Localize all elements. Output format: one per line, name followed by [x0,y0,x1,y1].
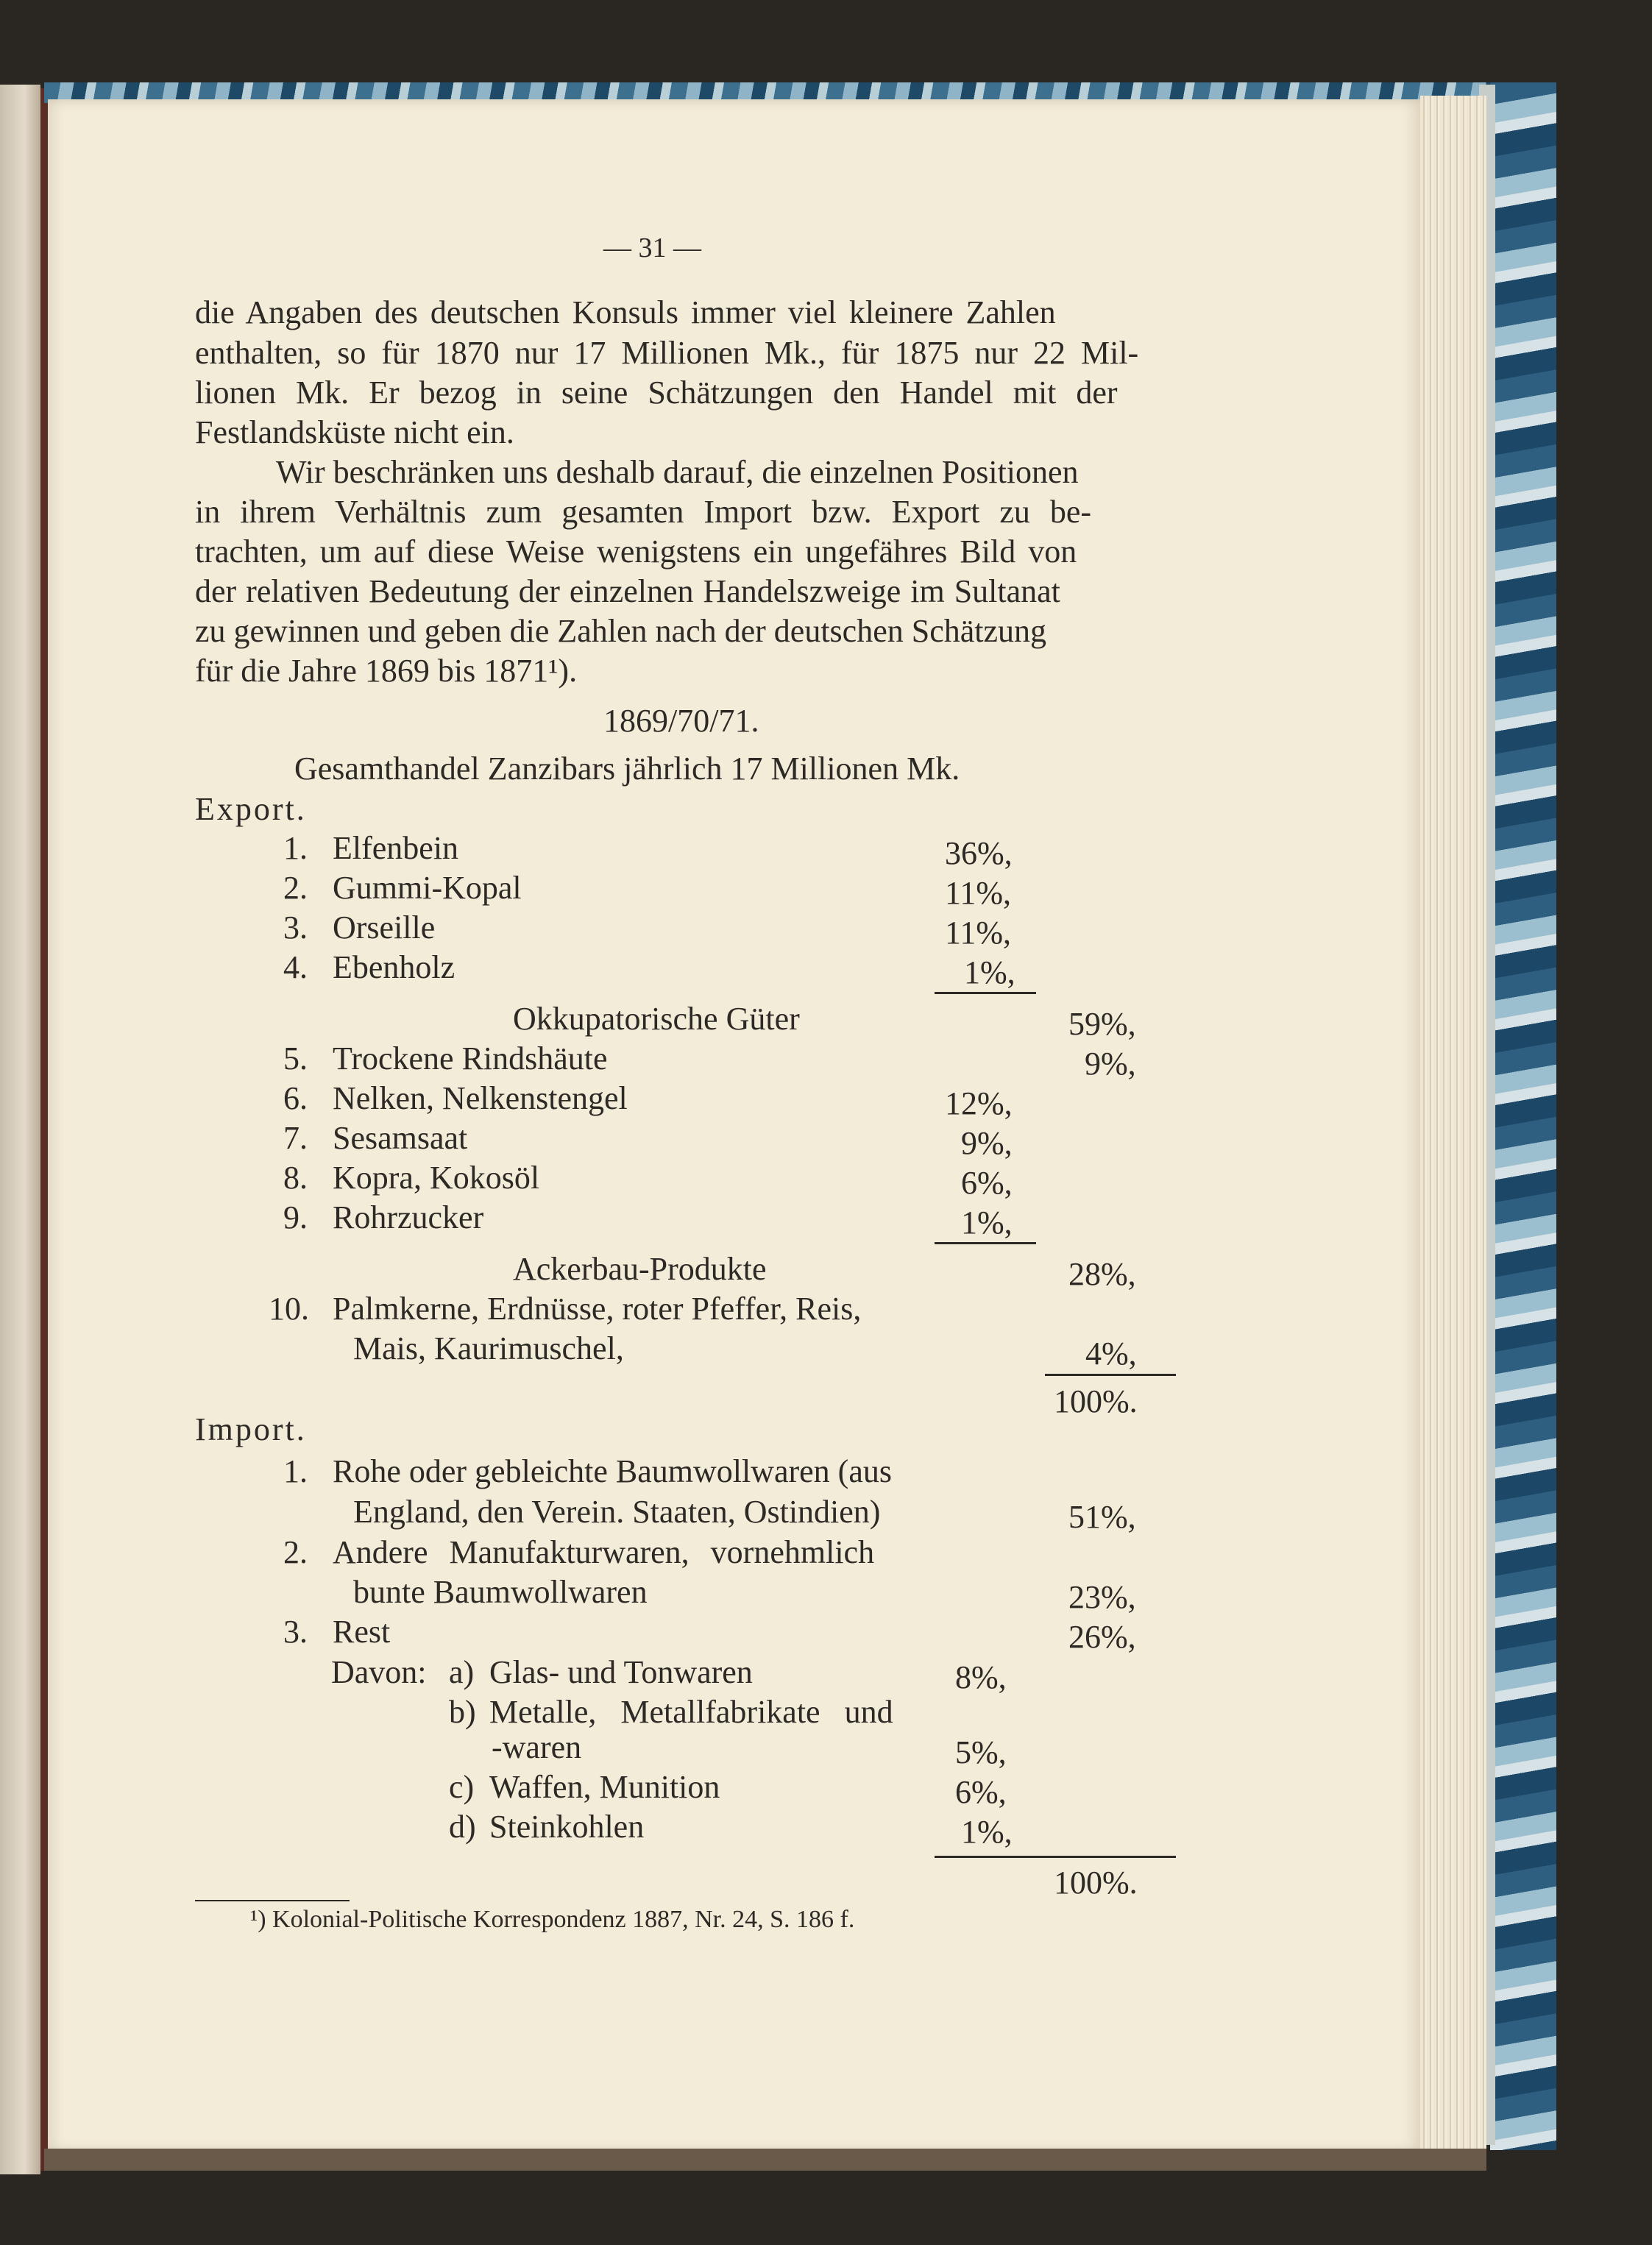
item-percent: 11%, [945,915,1012,951]
paragraph-line: enthalten, so für 1870 nur 17 Millionen Mk., für 1875 nur 22 Mil- [195,335,1139,371]
item-number: 5. [283,1040,308,1077]
sub-item-percent: 5%, [955,1734,1007,1770]
item-number: 4. [283,949,308,985]
subtotal-label: Ackerbau-Produkte [513,1251,767,1287]
sub-item-name: Waffen, Munition [489,1769,720,1805]
item-number: 1. [283,1453,308,1489]
total-rule [935,1856,1176,1858]
sub-item-name: Glas- und Tonwaren [489,1654,753,1690]
subtotal-rule [935,992,1036,994]
item-name: Gummi-Kopal [333,870,522,906]
year-heading: 1869/70/71. [603,703,759,739]
footnote: ¹) Kolonial-Politische Korrespondenz 1887, Nr. 24, S. 186 f. [250,1906,855,1933]
item-number: 8. [283,1160,308,1196]
subtotal-rule [935,1242,1036,1244]
paragraph-line: der relativen Bedeutung der einzelnen Handelszweige im Sultanat [195,573,1060,609]
item-name: Rest [333,1614,391,1650]
item-percent: 4%, [1085,1336,1137,1372]
subtotal-label: Okkupatorische Güter [513,1001,800,1037]
paragraph-line: trachten, um auf diese Weise wenigstens ein ungefähres Bild von [195,533,1077,570]
item-number: 3. [283,1614,308,1650]
item-percent: 9%, [961,1125,1013,1161]
item-name: Ebenholz [333,949,455,985]
sub-item-percent: 8%, [955,1659,1007,1695]
sub-item-name: Steinkohlen [489,1809,645,1845]
item-number: 3. [283,909,308,946]
page-bottom-edge [44,2149,1486,2171]
subtotal-percent: 59%, [1068,1006,1136,1042]
item-percent: 23%, [1068,1579,1136,1615]
item-percent: 6%, [961,1165,1013,1201]
marbled-cover-right [1490,82,1556,2150]
item-number: 2. [283,870,308,906]
left-page-edge [0,85,40,2174]
sub-item-name: Metalle, Metallfabrikate und [489,1694,893,1730]
sub-item-letter: b) [449,1694,476,1730]
item-name: Trockene Rindshäute [333,1040,608,1077]
import-total: 100%. [1054,1865,1138,1901]
paragraph-line: lionen Mk. Er bezog in seine Schätzungen den Handel mit der [195,375,1118,411]
item-number: 1. [283,830,308,866]
item-percent: 51%, [1068,1499,1136,1535]
item-name-continued: bunte Baumwollwaren [353,1574,648,1610]
item-number: 9. [283,1199,308,1235]
item-name: Andere Manufakturwaren, vornehmlich [333,1534,875,1570]
total-trade-line: Gesamthandel Zanzibars jährlich 17 Millionen Mk. [294,751,960,787]
item-name: Nelken, Nelkenstengel [333,1080,628,1116]
item-percent: 12%, [945,1085,1013,1121]
sub-item-letter: d) [449,1809,476,1845]
page-fore-edge [1420,96,1486,2149]
item-percent: 1%, [964,954,1015,990]
subtotal-percent: 28%, [1068,1256,1136,1292]
paragraph-line: in ihrem Verhältnis zum gesamten Import bzw. Export zu be- [195,494,1092,530]
export-heading: Export. [195,791,307,827]
item-percent: 26%, [1068,1619,1136,1655]
item-number: 10. [269,1291,309,1327]
sub-item-percent: 6%, [955,1774,1007,1810]
item-name-continued: Mais, Kaurimuschel, [353,1330,624,1366]
item-name: Palmkerne, Erdnüsse, roter Pfeffer, Reis, [333,1291,862,1327]
item-name: Orseille [333,909,436,946]
paragraph-line: die Angaben des deutschen Konsuls immer viel kleinere Zahlen [195,294,1056,330]
item-name-continued: England, den Verein. Staaten, Ostindien) [353,1494,881,1530]
sub-item-name-continued: -waren [492,1729,582,1765]
item-number: 7. [283,1120,308,1156]
item-name: Elfenbein [333,830,459,866]
paragraph-line: zu gewinnen und geben die Zahlen nach der deutschen Schätzung [195,613,1047,649]
paragraph-line: für die Jahre 1869 bis 1871¹). [195,653,578,689]
item-name: Kopra, Kokosöl [333,1160,540,1196]
paragraph-line: Festlandsküste nicht ein. [195,414,514,450]
sub-item-percent: 1%, [961,1814,1013,1850]
item-name: Rohrzucker [333,1199,484,1235]
total-rule [1045,1374,1176,1376]
davon-label: Davon: [331,1654,427,1690]
item-number: 2. [283,1534,308,1570]
paragraph-line: Wir beschränken uns deshalb darauf, die einzelnen Positionen [276,454,1079,490]
item-percent: 9%, [1085,1046,1136,1082]
item-number: 6. [283,1080,308,1116]
sub-item-letter: a) [449,1654,475,1690]
item-name: Sesamsaat [333,1120,468,1156]
sub-item-letter: c) [449,1769,475,1805]
item-percent: 1%, [961,1205,1013,1241]
item-percent: 11%, [945,875,1012,911]
import-heading: Import. [195,1411,307,1447]
item-name: Rohe oder gebleichte Baumwollwaren (aus [333,1453,892,1489]
item-percent: 36%, [945,835,1013,871]
export-total: 100%. [1054,1383,1138,1419]
page-number: — 31 — [603,233,701,263]
